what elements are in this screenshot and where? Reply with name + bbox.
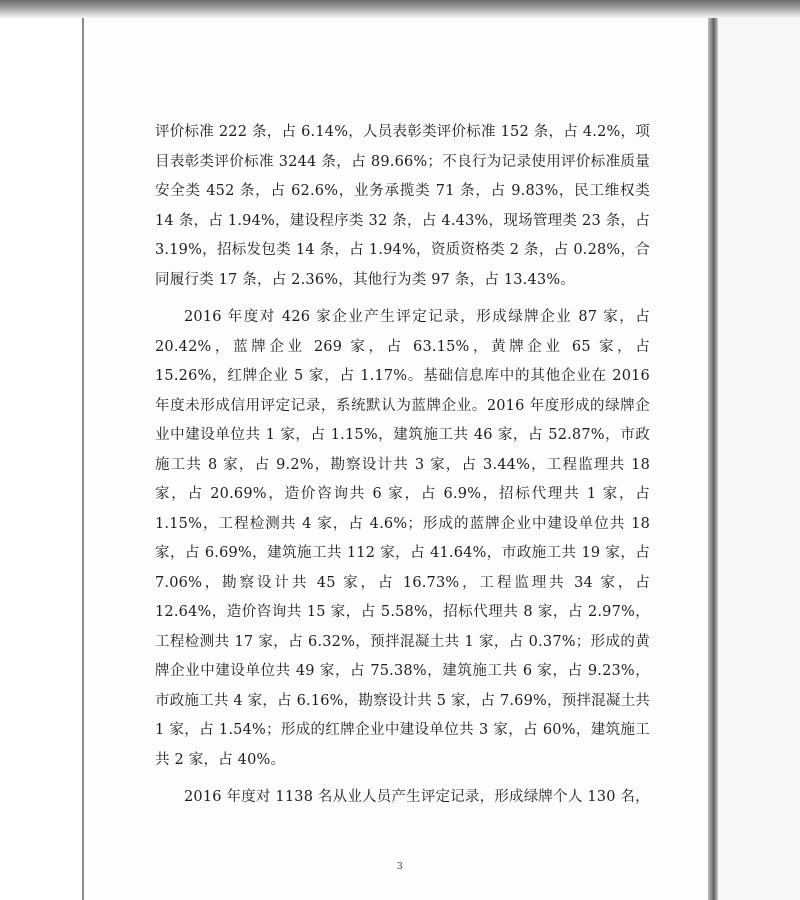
page-number: 3 [397,862,403,872]
right-margin-background [718,0,800,900]
paragraph-3: 2016 年度对 1138 名从业人员产生评定记录，形成绿牌个人 130 名， [184,789,650,805]
left-margin-background [0,0,84,900]
top-scan-shadow [0,0,800,18]
paragraph-2: 2016 年度对 426 家企业产生评定记录，形成绿牌企业 87 家，占 20.42%，蓝牌企业 269 家，占 63.15%，黄牌企业 65 家，占 15.26%，红牌企业 5 家，占 1.17%。基础信息库中的其他企业在 2016 年度未形成信用评定记录，系统默认为蓝牌企业。2016 年度形成的绿牌企业中建设单位共 1 家，占 1.15%，建筑施工共 46 家，占 52.87%，市政施工共 8 家，占 9.2%，勘察设计共 3 家，占 3.44%，工程监理共 18 家，占 20.69%，造价咨询共 6 家，占 6.9%，招标代理共 1 家，占 1.15%，工程检测共 4 家，占 4.6%；形成的蓝牌企业中建设单位共 18 家，占 6.69%，建筑施工共 112 家，占 41.64%，市政施工共 19 家，占 7.06%，勘察设计共 45 家，占 16.73%，工程监理共 34 家，占 12.64%，造价咨询共 15 家，占 5.58%，招标代理共 8 家，占 2.97%，工程检测共 17 家，占 6.32%，预拌混凝土共 1 家，占 0.37%；形成的黄牌企业中建设单位共 49 家，占 75.38%，建筑施工共 6 家，占 9.23%，市政施工共 4 家，占 6.16%，勘察设计共 5 家，占 7.69%，预拌混凝土共 1 家，占 1.54%；形成的红牌企业中建设单位共 3 家，占 60%，建筑施工共 2 家，占 40%。 [155,309,650,768]
document-body [155,118,650,821]
left-page-edge-line [82,10,84,900]
binding-fold-shadow [708,0,718,900]
paragraph-1: 评价标准 222 条，占 6.14%，人员表彰类评价标准 152 条，占 4.2%，项目表彰类评价标准 3244 条，占 89.66%；不良行为记录使用评价标准质量安全类 452 条，占 62.6%，业务承揽类 71 条，占 9.83%，民工维权类 14 条，占 1.94%，建设程序类 32 条，占 4.43%，现场管理类 23 条，占 3.19%，招标发包类 14 条，占 1.94%，资质资格类 2 条，占 0.28%，合同履行类 17 条，占 2.36%，其他行为类 97 条，占 13.43%。 [155,124,650,288]
